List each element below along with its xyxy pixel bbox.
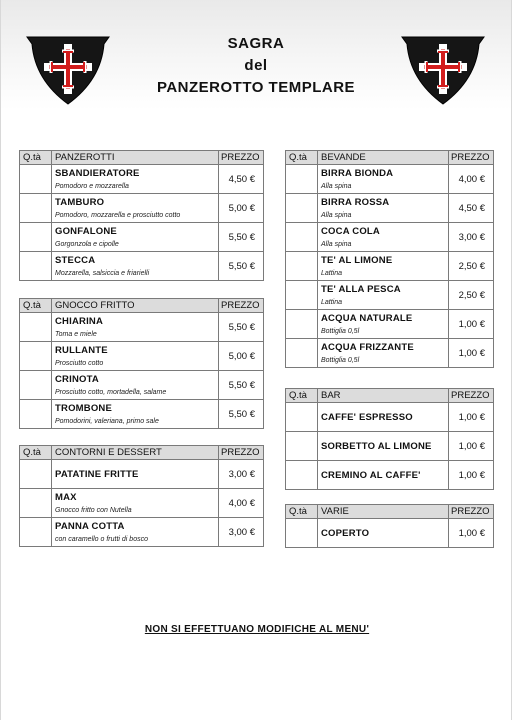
menu-row xyxy=(20,342,264,371)
section-title: PANZEROTTI xyxy=(52,151,219,165)
item-price: 4,50 € xyxy=(449,194,494,223)
varie-table xyxy=(285,504,494,548)
item-name: GONFALONE xyxy=(55,225,117,237)
item-description: Mozzarella, salsiccia e friarielli xyxy=(55,269,150,277)
item-description: Pomodoro e mozzarella xyxy=(55,182,129,190)
item-price: 4,00 € xyxy=(219,489,264,518)
item-description: Lattina xyxy=(321,269,343,277)
menu-row xyxy=(286,432,494,461)
item-price: 3,00 € xyxy=(219,460,264,489)
title-line-1: SAGRA xyxy=(227,35,285,52)
item-price: 3,00 € xyxy=(449,223,494,252)
item-price: 3,00 € xyxy=(219,518,264,547)
item-description: Toma e miele xyxy=(55,330,97,338)
qty-cell[interactable] xyxy=(286,194,318,223)
menu-row xyxy=(20,371,264,400)
item-price: 1,00 € xyxy=(449,519,494,548)
qty-header: Q.tà xyxy=(20,151,52,165)
price-header: PREZZO xyxy=(219,446,264,460)
qty-header: Q.tà xyxy=(286,151,318,165)
item-name: CAFFE' ESPRESSO xyxy=(321,411,413,423)
menu-row xyxy=(286,194,494,223)
section-title: BEVANDE xyxy=(318,151,449,165)
item-name: BIRRA ROSSA xyxy=(321,196,390,208)
item-description: Lattina xyxy=(321,298,343,306)
item-price: 4,50 € xyxy=(219,165,264,194)
item-name: CRINOTA xyxy=(55,373,99,385)
menu-row xyxy=(286,461,494,490)
item-price: 1,00 € xyxy=(449,403,494,432)
title-line-2: del xyxy=(244,57,268,74)
menu-row xyxy=(20,165,264,194)
section-title: GNOCCO FRITTO xyxy=(52,299,219,313)
item-name: PATATINE FRITTE xyxy=(55,468,139,480)
templar-shield-icon xyxy=(401,34,485,106)
qty-cell[interactable] xyxy=(286,432,318,461)
qty-header: Q.tà xyxy=(20,446,52,460)
table-header xyxy=(286,389,494,403)
bevande-table xyxy=(285,150,494,368)
templar-shield-icon xyxy=(26,34,110,106)
item-description: Alla spina xyxy=(321,240,352,248)
qty-header: Q.tà xyxy=(20,299,52,313)
item-price: 5,50 € xyxy=(219,313,264,342)
item-price: 5,50 € xyxy=(219,252,264,281)
menu-row xyxy=(286,223,494,252)
menu-row xyxy=(286,339,494,368)
item-price: 5,50 € xyxy=(219,400,264,429)
item-description: Bottiglia 0,5l xyxy=(321,327,360,335)
item-price: 2,50 € xyxy=(449,281,494,310)
contorni-dessert-table xyxy=(19,445,264,547)
qty-cell[interactable] xyxy=(286,461,318,490)
qty-cell[interactable] xyxy=(286,519,318,548)
qty-cell[interactable] xyxy=(20,165,52,194)
menu-row xyxy=(286,252,494,281)
menu-row xyxy=(286,403,494,432)
section-title: BAR xyxy=(318,389,449,403)
qty-header: Q.tà xyxy=(286,505,318,519)
item-price: 1,00 € xyxy=(449,310,494,339)
item-name: CHIARINA xyxy=(55,315,104,327)
menu-row xyxy=(20,518,264,547)
item-name: COPERTO xyxy=(321,527,370,539)
item-price: 1,00 € xyxy=(449,461,494,490)
qty-cell[interactable] xyxy=(286,310,318,339)
item-name: ACQUA NATURALE xyxy=(321,312,413,324)
item-name: BIRRA BIONDA xyxy=(321,167,394,179)
qty-cell[interactable] xyxy=(20,371,52,400)
price-header: PREZZO xyxy=(449,389,494,403)
qty-cell[interactable] xyxy=(20,313,52,342)
menu-row xyxy=(20,223,264,252)
menu-row xyxy=(286,281,494,310)
menu-row xyxy=(286,165,494,194)
qty-cell[interactable] xyxy=(20,252,52,281)
menu-row xyxy=(20,194,264,223)
item-price: 2,50 € xyxy=(449,252,494,281)
item-name: CREMINO AL CAFFE' xyxy=(321,469,421,481)
menu-row xyxy=(20,313,264,342)
table-header xyxy=(20,299,264,313)
item-name: SBANDIERATORE xyxy=(55,167,140,179)
menu-row xyxy=(20,252,264,281)
menu-row xyxy=(286,519,494,548)
qty-header: Q.tà xyxy=(286,389,318,403)
item-description: Prosciutto cotto xyxy=(55,359,104,367)
table-header xyxy=(20,151,264,165)
qty-cell[interactable] xyxy=(20,460,52,489)
qty-cell[interactable] xyxy=(286,403,318,432)
menu-row xyxy=(20,400,264,429)
qty-cell[interactable] xyxy=(20,194,52,223)
table-header xyxy=(286,151,494,165)
no-modifications-notice: NON SI EFFETTUANO MODIFICHE AL MENU' xyxy=(144,624,370,635)
item-price: 5,00 € xyxy=(219,194,264,223)
qty-cell[interactable] xyxy=(286,223,318,252)
item-price: 5,50 € xyxy=(219,223,264,252)
section-title: CONTORNI E DESSERT xyxy=(52,446,219,460)
item-description: Gnocco fritto con Nutella xyxy=(55,506,132,514)
item-description: Alla spina xyxy=(321,182,352,190)
price-header: PREZZO xyxy=(449,151,494,165)
section-title: VARIE xyxy=(318,505,449,519)
qty-cell[interactable] xyxy=(286,339,318,368)
item-description: con caramello o frutti di bosco xyxy=(55,535,148,543)
item-name: PANNA COTTA xyxy=(55,520,125,532)
page-title xyxy=(131,33,381,99)
item-name: ACQUA FRIZZANTE xyxy=(321,341,414,353)
item-price: 4,00 € xyxy=(449,165,494,194)
menu-row xyxy=(20,460,264,489)
title-line-3: PANZEROTTO TEMPLARE xyxy=(156,79,356,96)
item-name: TAMBURO xyxy=(55,196,105,208)
item-description: Pomodorini, valeriana, primo sale xyxy=(55,417,159,425)
qty-cell[interactable] xyxy=(286,281,318,310)
qty-cell[interactable] xyxy=(20,223,52,252)
item-name: SORBETTO AL LIMONE xyxy=(321,440,432,452)
qty-cell[interactable] xyxy=(20,518,52,547)
qty-cell[interactable] xyxy=(20,342,52,371)
price-header: PREZZO xyxy=(219,151,264,165)
item-description: Bottiglia 0,5l xyxy=(321,356,360,364)
item-name: RULLANTE xyxy=(55,344,108,356)
panzerotti-table xyxy=(19,150,264,281)
table-header xyxy=(286,505,494,519)
qty-cell[interactable] xyxy=(286,165,318,194)
qty-cell[interactable] xyxy=(286,252,318,281)
item-name: TROMBONE xyxy=(55,402,113,414)
gnocco-fritto-table xyxy=(19,298,264,429)
menu-row xyxy=(20,489,264,518)
item-description: Gorgonzola e cipolle xyxy=(55,240,119,248)
item-description: Prosciutto cotto, mortadella, salame xyxy=(55,388,167,396)
menu-row xyxy=(286,310,494,339)
item-name: TE' ALLA PESCA xyxy=(321,283,401,295)
item-price: 5,00 € xyxy=(219,342,264,371)
qty-cell[interactable] xyxy=(20,489,52,518)
bar-table xyxy=(285,388,494,490)
table-header xyxy=(20,446,264,460)
qty-cell[interactable] xyxy=(20,400,52,429)
item-price: 5,50 € xyxy=(219,371,264,400)
item-price: 1,00 € xyxy=(449,339,494,368)
item-name: STECCA xyxy=(55,254,96,266)
item-name: COCA COLA xyxy=(321,225,380,237)
item-price: 1,00 € xyxy=(449,432,494,461)
price-header: PREZZO xyxy=(449,505,494,519)
price-header: PREZZO xyxy=(219,299,264,313)
item-name: MAX xyxy=(55,491,77,503)
item-description: Pomodoro, mozzarella e prosciutto cotto xyxy=(55,211,181,219)
item-name: TE' AL LIMONE xyxy=(321,254,393,266)
item-description: Alla spina xyxy=(321,211,352,219)
